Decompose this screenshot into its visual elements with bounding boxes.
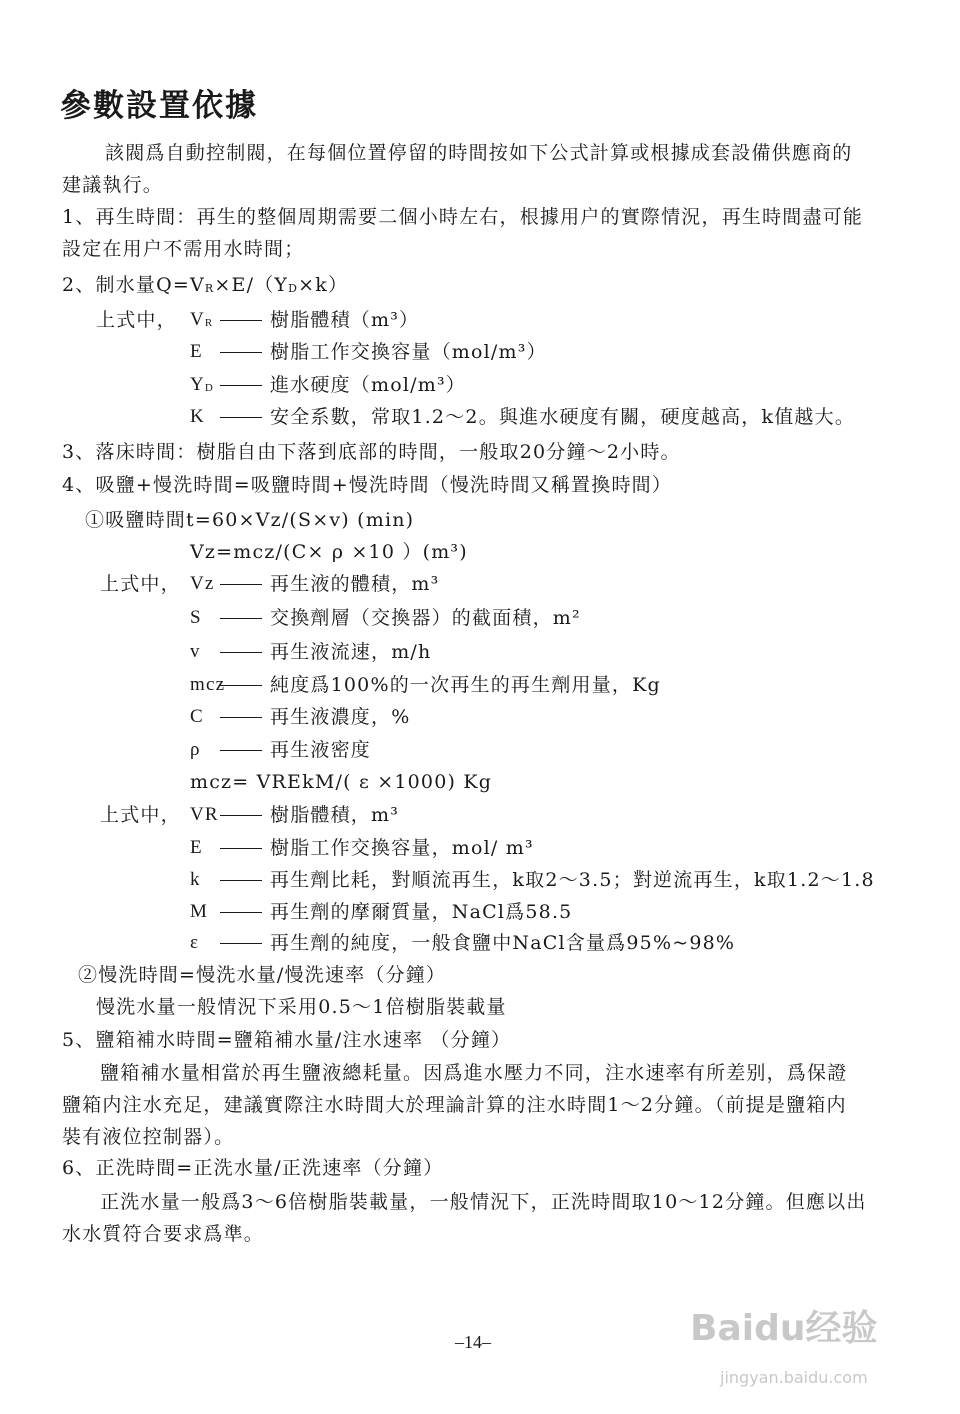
definition-text: 再生劑的摩爾質量，NaCl爲58.5	[270, 901, 573, 923]
dash-divider	[220, 320, 262, 321]
dash-divider	[220, 717, 262, 718]
definition-symbol: VR	[190, 804, 219, 825]
formula-3: mcz= VREkM/( ε ×1000) Kg	[190, 771, 493, 793]
formula-4: ②慢洗時間=慢洗水量/慢洗速率（分鐘）	[78, 964, 447, 986]
dash-divider	[220, 352, 262, 353]
definition-symbol: $V_R$	[190, 309, 214, 330]
definition-symbol: K	[190, 406, 205, 427]
dash-divider	[220, 618, 262, 619]
item1-line: 1、再生時間：再生的整個周期需要二個小時左右，根據用户的實際情況，再生時間盡可能	[62, 206, 864, 228]
definition-symbol: ε	[190, 932, 200, 953]
item5-line: 鹽箱補水量相當於再生鹽液總耗量。因爲進水壓力不同，注水速率有所差别，爲保證	[100, 1062, 848, 1084]
page-number: –14–	[455, 1332, 491, 1352]
definition-text: 樹脂工作交換容量，mol/ m³	[270, 837, 534, 859]
formula-1: ①吸鹽時間t=60×Vz/(S×v) (min)	[85, 509, 415, 531]
definition-text: 純度爲100%的一次再生的再生劑用量，Kg	[270, 674, 661, 696]
definition-text: 再生劑的純度，一般食鹽中NaCl含量爲95%~98%	[270, 932, 736, 954]
definition-symbol: k	[190, 869, 201, 890]
definition-text: 樹脂體積，m³	[270, 804, 400, 826]
definition-text: 再生液的體積，m³	[270, 573, 440, 595]
where-label: 上式中，	[100, 804, 181, 826]
dash-divider	[220, 652, 262, 653]
dash-divider	[220, 848, 262, 849]
item6-line: 水水質符合要求爲準。	[62, 1223, 265, 1245]
definition-text: 交換劑層（交換器）的截面積，m²	[270, 607, 581, 629]
definition-symbol: v	[190, 641, 201, 662]
where-label: 上式中，	[100, 573, 181, 595]
definition-symbol: mcz	[190, 674, 226, 695]
baidu-watermark-logo: Baidu经验	[690, 1308, 878, 1349]
definition-text: 安全系數，常取1.2～2。與進水硬度有關，硬度越高，k值越大。	[270, 406, 856, 428]
dash-divider	[220, 815, 262, 816]
definition-text: 樹脂工作交換容量（mol/m³）	[270, 341, 547, 363]
dash-divider	[220, 385, 262, 386]
baidu-watermark-url: jingyan.baidu.com	[720, 1368, 868, 1387]
page-title: 參數設置依據	[60, 88, 258, 124]
item2-heading: 2、制水量$Q=V_R\times E/(Y_D\times k)$	[62, 274, 349, 296]
dash-divider	[220, 912, 262, 913]
intro-line: 建議執行。	[62, 174, 164, 196]
definition-symbol: Vz	[190, 573, 215, 594]
definition-symbol: C	[190, 706, 204, 727]
item5-line: 裝有液位控制器）。	[62, 1126, 235, 1148]
definition-text: 樹脂體積（m³）	[270, 309, 420, 331]
definition-symbol: M	[190, 901, 209, 922]
formula-5: 慢洗水量一般情況下采用0.5～1倍樹脂裝載量	[96, 996, 507, 1018]
dash-divider	[220, 943, 262, 944]
definition-symbol: $Y_D$	[190, 374, 215, 395]
dash-divider	[220, 417, 262, 418]
dash-divider	[220, 880, 262, 881]
definition-text: 再生液密度	[270, 739, 372, 761]
definition-text: 進水硬度（mol/m³）	[270, 374, 466, 396]
definition-text: 再生劑比耗，對順流再生，k取2～3.5；對逆流再生，k取1.2～1.8	[270, 869, 875, 891]
dash-divider	[220, 584, 262, 585]
item3-line: 3、落床時間：樹脂自由下落到底部的時間，一般取20分鐘～2小時。	[62, 441, 681, 463]
definition-symbol: S	[190, 607, 202, 628]
definition-symbol: ρ	[190, 739, 201, 760]
item6-line: 6、正洗時間=正洗水量/正洗速率（分鐘）	[62, 1157, 444, 1179]
definition-text: 再生液濃度，%	[270, 706, 411, 728]
definition-symbol: E	[190, 837, 203, 858]
item1-line: 設定在用户不需用水時間；	[62, 238, 305, 260]
intro-line: 該閥爲自動控制閥，在每個位置停留的時間按如下公式計算或根據成套設備供應商的	[105, 142, 853, 164]
definition-symbol: E	[190, 341, 203, 362]
dash-divider	[220, 685, 262, 686]
item5-line: 鹽箱内注水充足，建議實際注水時間大於理論計算的注水時間1～2分鐘。（前提是鹽箱内	[62, 1094, 847, 1116]
dash-divider	[220, 750, 262, 751]
definition-text: 再生液流速，m/h	[270, 641, 432, 663]
item5-line: 5、鹽箱補水時間=鹽箱補水量/注水速率 （分鐘）	[62, 1029, 512, 1051]
formula-2: Vz=mcz/(C× ρ ×10 ）(m³)	[190, 541, 468, 563]
where-label: 上式中，	[96, 309, 177, 331]
item6-line: 正洗水量一般爲3～6倍樹脂裝載量，一般情況下，正洗時間取10～12分鐘。但應以出	[100, 1191, 867, 1213]
item4-heading: 4、吸鹽+慢洗時間=吸鹽時間+慢洗時間（慢洗時間又稱置換時間）	[62, 474, 673, 496]
